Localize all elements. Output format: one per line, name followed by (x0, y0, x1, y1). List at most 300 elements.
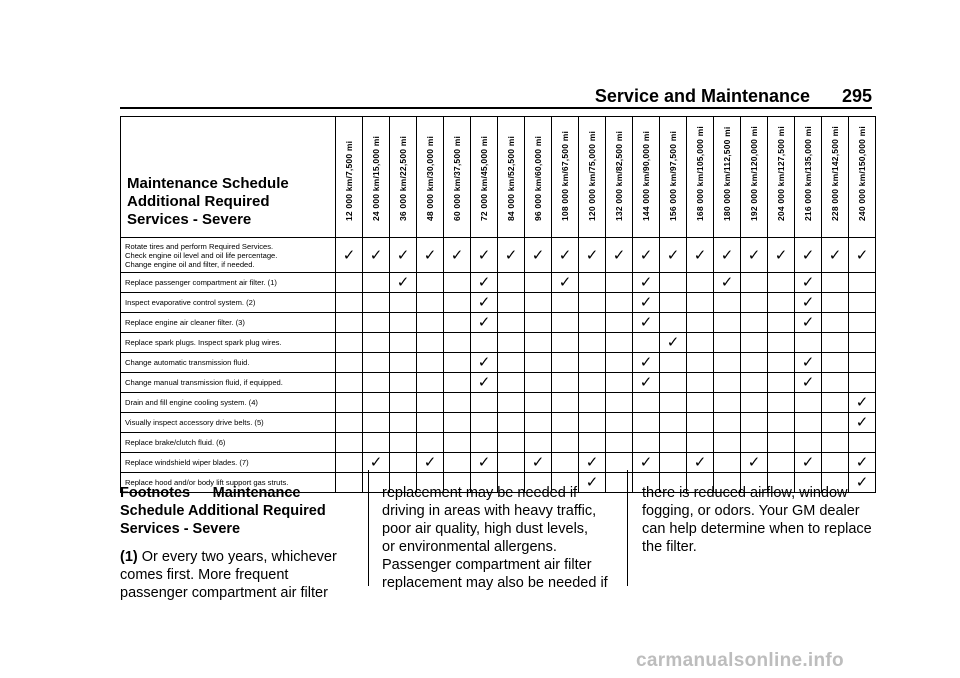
interval-header (498, 117, 525, 238)
empty-cell (444, 293, 471, 313)
check-mark-icon: ✓ (795, 373, 822, 393)
schedule-row (121, 273, 876, 293)
footnote-line: Passenger compartment air filter (382, 557, 592, 573)
empty-cell (849, 333, 876, 353)
service-item (121, 413, 336, 433)
empty-cell (471, 333, 498, 353)
empty-cell (606, 433, 633, 453)
empty-cell (498, 353, 525, 373)
empty-cell (417, 413, 444, 433)
schedule-row (121, 453, 876, 473)
schedule-row (121, 373, 876, 393)
empty-cell (687, 433, 714, 453)
check-mark-icon: ✓ (471, 238, 498, 273)
empty-cell (741, 393, 768, 413)
check-mark-icon: ✓ (552, 273, 579, 293)
empty-cell (552, 433, 579, 453)
check-mark-icon: ✓ (471, 293, 498, 313)
empty-cell (417, 373, 444, 393)
empty-cell (498, 433, 525, 453)
interval-label: 192 000 km/120,000 mi (749, 126, 759, 221)
empty-cell (633, 433, 660, 453)
check-mark-icon: ✓ (687, 238, 714, 273)
empty-cell (741, 273, 768, 293)
service-item (121, 353, 336, 373)
empty-cell (579, 313, 606, 333)
service-item-line: Visually inspect accessory drive belts. (5) (125, 418, 264, 427)
empty-cell (336, 413, 363, 433)
schedule-title (121, 117, 336, 238)
check-mark-icon: ✓ (471, 373, 498, 393)
empty-cell (795, 393, 822, 413)
interval-label: 132 000 km/82,500 mi (614, 130, 624, 221)
empty-cell (849, 313, 876, 333)
empty-cell (498, 273, 525, 293)
empty-cell (417, 393, 444, 413)
check-mark-icon: ✓ (849, 413, 876, 433)
footnotes-column-1 (120, 484, 352, 602)
check-mark-icon: ✓ (660, 238, 687, 273)
section-title: Service and Maintenance (594, 86, 810, 106)
interval-header (363, 117, 390, 238)
check-mark-icon: ✓ (795, 353, 822, 373)
check-mark-icon: ✓ (795, 238, 822, 273)
empty-cell (768, 373, 795, 393)
empty-cell (714, 373, 741, 393)
check-mark-icon: ✓ (633, 273, 660, 293)
check-mark-icon: ✓ (768, 238, 795, 273)
empty-cell (633, 413, 660, 433)
interval-label: 144 000 km/90,000 mi (641, 130, 651, 221)
empty-cell (714, 433, 741, 453)
empty-cell (444, 273, 471, 293)
interval-header (687, 117, 714, 238)
empty-cell (444, 313, 471, 333)
empty-cell (552, 413, 579, 433)
check-mark-icon: ✓ (795, 293, 822, 313)
footnote-line: can help determine when to replace (642, 521, 872, 537)
empty-cell (660, 433, 687, 453)
empty-cell (849, 433, 876, 453)
footnote-line: Or every two years, whichever (141, 549, 337, 565)
empty-cell (444, 413, 471, 433)
footnotes-heading (120, 484, 352, 538)
empty-cell (660, 393, 687, 413)
schedule-row (121, 393, 876, 413)
empty-cell (552, 313, 579, 333)
interval-label: 12 000 km/7,500 mi (344, 140, 354, 221)
empty-cell (822, 313, 849, 333)
empty-cell (525, 373, 552, 393)
interval-header (795, 117, 822, 238)
service-item (121, 273, 336, 293)
empty-cell (390, 313, 417, 333)
check-mark-icon: ✓ (579, 238, 606, 273)
empty-cell (822, 433, 849, 453)
empty-cell (390, 293, 417, 313)
empty-cell (417, 433, 444, 453)
empty-cell (390, 393, 417, 413)
empty-cell (417, 353, 444, 373)
footnotes-heading-line: Services - Severe (120, 521, 241, 537)
service-item-line: Replace passenger compartment air filter. (1) (125, 278, 277, 287)
empty-cell (714, 333, 741, 353)
service-item (121, 313, 336, 333)
empty-cell (660, 413, 687, 433)
check-mark-icon: ✓ (660, 333, 687, 353)
empty-cell (525, 273, 552, 293)
empty-cell (498, 413, 525, 433)
interval-header (525, 117, 552, 238)
check-mark-icon: ✓ (633, 313, 660, 333)
empty-cell (525, 313, 552, 333)
footnote-number: (1) (120, 549, 138, 565)
empty-cell (363, 333, 390, 353)
schedule-body (121, 238, 876, 493)
empty-cell (444, 453, 471, 473)
empty-cell (795, 433, 822, 453)
empty-cell (768, 293, 795, 313)
empty-cell (336, 353, 363, 373)
interval-header (579, 117, 606, 238)
empty-cell (768, 413, 795, 433)
empty-cell (390, 353, 417, 373)
empty-cell (579, 353, 606, 373)
empty-cell (390, 413, 417, 433)
check-mark-icon: ✓ (849, 238, 876, 273)
empty-cell (471, 433, 498, 453)
check-mark-icon: ✓ (498, 238, 525, 273)
empty-cell (579, 393, 606, 413)
interval-header (552, 117, 579, 238)
schedule-row (121, 433, 876, 453)
check-mark-icon: ✓ (336, 238, 363, 273)
check-mark-icon: ✓ (471, 353, 498, 373)
service-item-line: Replace spark plugs. Inspect spark plug wires. (125, 338, 282, 347)
empty-cell (336, 313, 363, 333)
footnote-line: poor air quality, high dust levels, (382, 521, 589, 537)
check-mark-icon: ✓ (525, 453, 552, 473)
interval-label: 36 000 km/22,500 mi (398, 135, 408, 221)
check-mark-icon: ✓ (552, 238, 579, 273)
empty-cell (525, 353, 552, 373)
empty-cell (363, 413, 390, 433)
check-mark-icon: ✓ (714, 273, 741, 293)
empty-cell (390, 333, 417, 353)
check-mark-icon: ✓ (849, 453, 876, 473)
empty-cell (390, 433, 417, 453)
service-item-line: Replace hood and/or body lift support gas struts. (125, 478, 289, 487)
interval-header (822, 117, 849, 238)
check-mark-icon: ✓ (363, 453, 390, 473)
check-mark-icon: ✓ (795, 273, 822, 293)
empty-cell (741, 373, 768, 393)
empty-cell (822, 373, 849, 393)
interval-label: 156 000 km/97,500 mi (668, 130, 678, 221)
service-item-line: Rotate tires and perform Required Services. (125, 241, 274, 251)
check-mark-icon: ✓ (633, 353, 660, 373)
empty-cell (768, 353, 795, 373)
empty-cell (579, 273, 606, 293)
check-mark-icon: ✓ (390, 273, 417, 293)
page-header (560, 86, 872, 108)
interval-header (633, 117, 660, 238)
empty-cell (336, 373, 363, 393)
empty-cell (822, 353, 849, 373)
schedule-row (121, 293, 876, 313)
interval-label: 180 000 km/112,500 mi (722, 126, 732, 221)
schedule-title-line: Maintenance Schedule (127, 175, 289, 192)
interval-header (849, 117, 876, 238)
service-item-line: Replace brake/clutch fluid. (6) (125, 438, 226, 447)
empty-cell (417, 333, 444, 353)
interval-label: 120 000 km/75,000 mi (587, 130, 597, 221)
interval-header (660, 117, 687, 238)
empty-cell (660, 293, 687, 313)
empty-cell (606, 333, 633, 353)
schedule-row (121, 333, 876, 353)
interval-header (768, 117, 795, 238)
empty-cell (849, 353, 876, 373)
interval-label: 72 000 km/45,000 mi (479, 135, 489, 221)
service-item-line: Replace engine air cleaner filter. (3) (125, 318, 245, 327)
empty-cell (741, 333, 768, 353)
check-mark-icon: ✓ (525, 238, 552, 273)
check-mark-icon: ✓ (741, 453, 768, 473)
empty-cell (660, 313, 687, 333)
empty-cell (363, 393, 390, 413)
footnote-line: replacement may be needed if (382, 485, 578, 501)
schedule-row (121, 313, 876, 333)
service-item-line: Check engine oil level and oil life percentage. (125, 250, 278, 260)
empty-cell (687, 293, 714, 313)
empty-cell (714, 453, 741, 473)
service-item (121, 238, 336, 273)
empty-cell (687, 273, 714, 293)
empty-cell (768, 333, 795, 353)
empty-cell (336, 293, 363, 313)
footnote-line: replacement may also be needed if (382, 575, 608, 591)
empty-cell (714, 413, 741, 433)
empty-cell (633, 333, 660, 353)
empty-cell (606, 353, 633, 373)
empty-cell (849, 293, 876, 313)
check-mark-icon: ✓ (363, 238, 390, 273)
empty-cell (660, 453, 687, 473)
empty-cell (687, 353, 714, 373)
empty-cell (444, 333, 471, 353)
empty-cell (606, 273, 633, 293)
empty-cell (714, 393, 741, 413)
check-mark-icon: ✓ (687, 453, 714, 473)
empty-cell (417, 313, 444, 333)
column-divider (368, 470, 369, 586)
empty-cell (417, 273, 444, 293)
footnotes-column-3 (642, 484, 878, 556)
empty-cell (417, 293, 444, 313)
empty-cell (552, 293, 579, 313)
footnote-line: passenger compartment air filter (120, 585, 328, 601)
empty-cell (687, 413, 714, 433)
interval-label: 240 000 km/150,000 mi (857, 126, 867, 221)
empty-cell (363, 373, 390, 393)
empty-cell (768, 393, 795, 413)
interval-label: 48 000 km/30,000 mi (425, 135, 435, 221)
service-item-line: Inspect evaporative control system. (2) (125, 298, 256, 307)
empty-cell (336, 433, 363, 453)
empty-cell (525, 333, 552, 353)
check-mark-icon: ✓ (417, 453, 444, 473)
footnote-line: there is reduced airflow, window (642, 485, 848, 501)
watermark: carmanualsonline.info (636, 650, 844, 671)
service-item (121, 333, 336, 353)
empty-cell (552, 373, 579, 393)
empty-cell (822, 393, 849, 413)
empty-cell (741, 353, 768, 373)
check-mark-icon: ✓ (633, 238, 660, 273)
service-item (121, 393, 336, 413)
empty-cell (336, 453, 363, 473)
check-mark-icon: ✓ (633, 293, 660, 313)
empty-cell (336, 273, 363, 293)
empty-cell (471, 413, 498, 433)
empty-cell (498, 333, 525, 353)
empty-cell (822, 293, 849, 313)
empty-cell (498, 373, 525, 393)
empty-cell (363, 313, 390, 333)
empty-cell (525, 413, 552, 433)
empty-cell (660, 273, 687, 293)
empty-cell (795, 333, 822, 353)
empty-cell (714, 353, 741, 373)
service-item-line: Change automatic transmission fluid. (125, 358, 250, 367)
empty-cell (363, 293, 390, 313)
check-mark-icon: ✓ (795, 313, 822, 333)
check-mark-icon: ✓ (444, 238, 471, 273)
empty-cell (768, 453, 795, 473)
check-mark-icon: ✓ (741, 238, 768, 273)
empty-cell (579, 293, 606, 313)
empty-cell (363, 433, 390, 453)
check-mark-icon: ✓ (849, 473, 876, 493)
empty-cell (849, 373, 876, 393)
empty-cell (795, 413, 822, 433)
footnote-line: driving in areas with heavy traffic, (382, 503, 597, 519)
check-mark-icon: ✓ (471, 313, 498, 333)
interval-label: 84 000 km/52,500 mi (506, 135, 516, 221)
empty-cell (822, 273, 849, 293)
empty-cell (741, 413, 768, 433)
empty-cell (822, 453, 849, 473)
empty-cell (552, 393, 579, 413)
check-mark-icon: ✓ (633, 373, 660, 393)
empty-cell (768, 433, 795, 453)
service-item (121, 453, 336, 473)
empty-cell (579, 373, 606, 393)
footnote-line: or environmental allergens. (382, 539, 557, 555)
schedule-title-line: Additional Required (127, 193, 270, 210)
interval-header (417, 117, 444, 238)
interval-label: 204 000 km/127,500 mi (776, 126, 786, 221)
empty-cell (768, 273, 795, 293)
footnotes-heading-line: Schedule Additional Required (120, 503, 326, 519)
empty-cell (606, 393, 633, 413)
header-rule (120, 107, 872, 109)
service-item-line: Change manual transmission fluid, if equipped. (125, 378, 283, 387)
schedule-row (121, 238, 876, 273)
schedule-title-line: Services - Severe (127, 211, 252, 228)
empty-cell (660, 373, 687, 393)
empty-cell (552, 353, 579, 373)
empty-cell (444, 353, 471, 373)
check-mark-icon: ✓ (390, 238, 417, 273)
check-mark-icon: ✓ (471, 453, 498, 473)
check-mark-icon: ✓ (714, 238, 741, 273)
interval-header (444, 117, 471, 238)
empty-cell (606, 373, 633, 393)
empty-cell (444, 393, 471, 413)
footnotes-heading-line: Footnotes Maintenance (120, 485, 301, 501)
empty-cell (741, 293, 768, 313)
empty-cell (336, 393, 363, 413)
empty-cell (498, 293, 525, 313)
footnote-line: comes first. More frequent (120, 567, 289, 583)
empty-cell (768, 313, 795, 333)
empty-cell (660, 353, 687, 373)
empty-cell (363, 353, 390, 373)
empty-cell (525, 433, 552, 453)
empty-cell (552, 333, 579, 353)
empty-cell (606, 293, 633, 313)
service-item (121, 433, 336, 453)
footnote-line: fogging, or odors. Your GM dealer (642, 503, 860, 519)
check-mark-icon: ✓ (849, 393, 876, 413)
check-mark-icon: ✓ (606, 238, 633, 273)
empty-cell (714, 313, 741, 333)
schedule-row (121, 413, 876, 433)
empty-cell (687, 313, 714, 333)
empty-cell (579, 333, 606, 353)
check-mark-icon: ✓ (795, 453, 822, 473)
interval-header (741, 117, 768, 238)
empty-cell (471, 393, 498, 413)
empty-cell (525, 393, 552, 413)
interval-header (606, 117, 633, 238)
empty-cell (552, 453, 579, 473)
interval-label: 168 000 km/105,000 mi (695, 126, 705, 221)
empty-cell (498, 313, 525, 333)
service-item-line: Change engine oil and filter, if needed. (125, 259, 255, 269)
interval-label: 60 000 km/37,500 mi (452, 135, 462, 221)
empty-cell (714, 293, 741, 313)
empty-cell (822, 413, 849, 433)
empty-cell (606, 413, 633, 433)
page-number: 295 (841, 86, 872, 106)
empty-cell (579, 433, 606, 453)
service-item-line: Replace windshield wiper blades. (7) (125, 458, 249, 467)
empty-cell (363, 273, 390, 293)
empty-cell (687, 333, 714, 353)
empty-cell (390, 373, 417, 393)
empty-cell (741, 313, 768, 333)
schedule-header-row (121, 117, 876, 238)
interval-label: 24 000 km/15,000 mi (371, 135, 381, 221)
service-item (121, 373, 336, 393)
empty-cell (822, 333, 849, 353)
interval-label: 108 000 km/67,500 mi (560, 130, 570, 221)
empty-cell (606, 313, 633, 333)
empty-cell (525, 293, 552, 313)
